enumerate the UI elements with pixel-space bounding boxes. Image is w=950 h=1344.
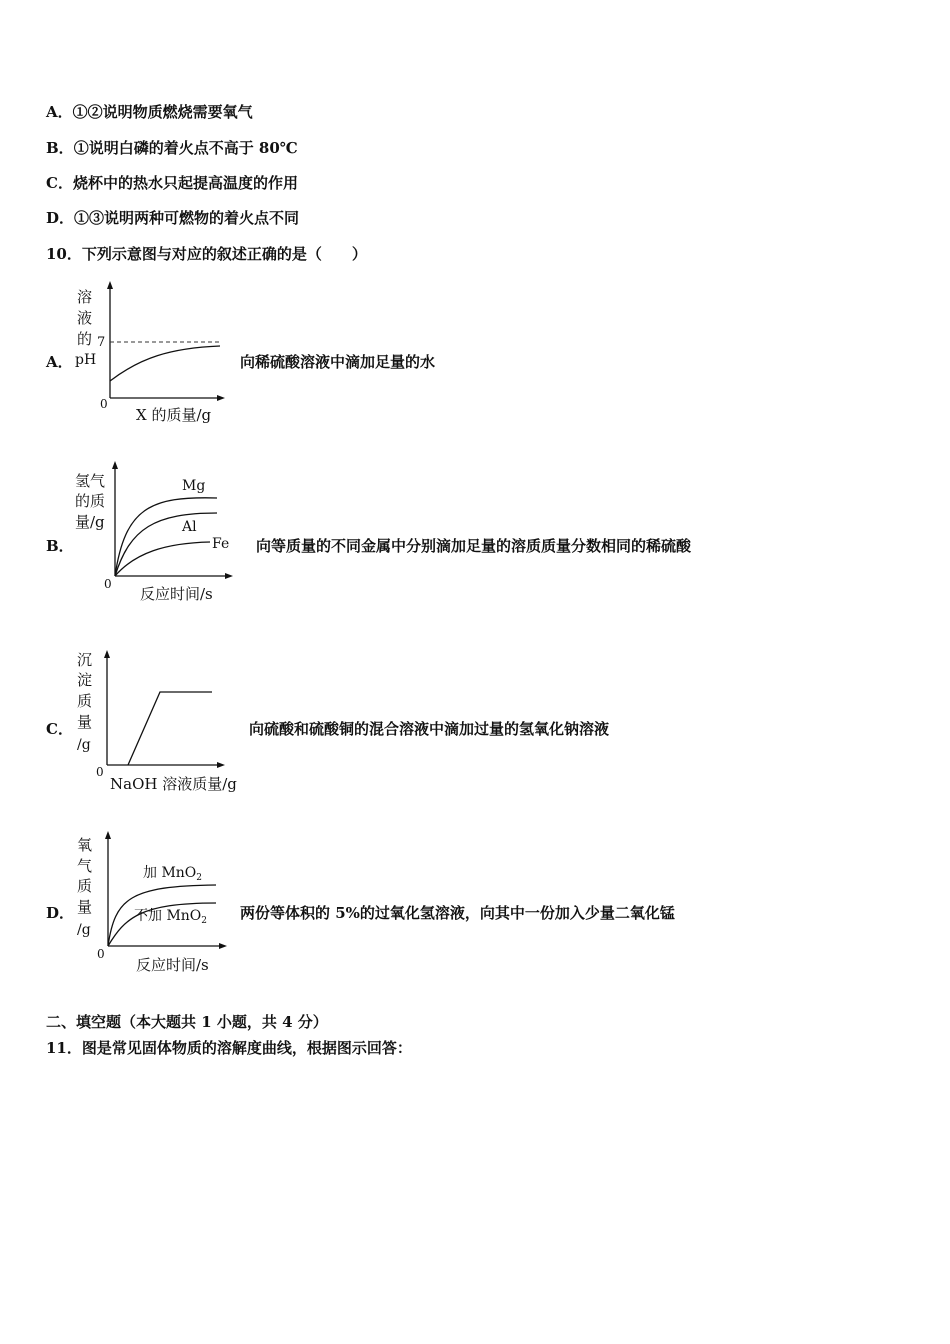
graph-b-curve-fe [115,542,210,576]
graph-c-y-arrow [104,650,110,658]
graph-c-ylabel-1: 沉 [77,651,93,669]
option-a-prev [46,103,253,121]
graph-d-ylabel-2: 气 [77,857,93,875]
option-text: ①②说明物质燃烧需要氧气 [72,103,253,121]
graph-b-y-arrow [112,461,118,469]
graph-b-label-fe: Fe [212,536,230,552]
graph-a [70,278,230,428]
option-letter: D． [46,209,75,227]
option-b-prev [46,139,298,157]
graph-c [70,645,250,795]
option-c-desc: 向硫酸和硫酸铜的混合溶液中滴加过量的氢氧化钠溶液 [249,720,610,738]
graph-a-curve [110,346,220,381]
option-d-desc: 两份等体积的 5%的过氧化氢溶液，向其中一份加入少量二氧化锰 [240,904,675,922]
graph-d-ylabel-4: 量 [77,898,93,916]
graph-d-ylabel-3: 质 [77,877,93,895]
option-c-prev [46,174,298,192]
graph-a-y-arrow [107,281,113,289]
graph-a-ylabel-3: 的 [77,330,93,348]
graph-b-label-al: Al [182,519,197,535]
graph-b-label-mg: Mg [182,478,206,494]
graph-c-ylabel-2: 淀 [77,671,93,689]
graph-c-ylabel-3: 质 [77,692,93,710]
graph-c-ylabel-5: /g [77,737,91,753]
option-c-letter: C． [46,720,73,738]
graph-d [70,828,250,978]
question-10-stem: 10．下列示意图与对应的叙述正确的是（ ） [46,245,367,263]
option-letter: B． [46,139,74,157]
graph-a-xlabel: X 的质量/g [136,406,212,424]
graph-a-ylabel-2: 液 [77,309,93,327]
option-letter: C． [46,174,73,192]
graph-b-ylabel-1: 氢气 [75,472,106,490]
graph-d-xlabel: 反应时间/s [136,956,209,974]
option-b-letter: B． [46,537,74,555]
graph-d-y-arrow [105,831,111,839]
graph-c-ylabel-4: 量 [77,713,93,731]
question-11-stem: 11．图是常见固体物质的溶解度曲线，根据图示回答： [46,1039,412,1057]
graph-b-origin: 0 [104,577,112,591]
graph-b-xlabel: 反应时间/s [140,585,213,603]
graph-c-origin: 0 [96,765,104,779]
option-d-letter: D． [46,904,75,922]
graph-d-x-arrow [219,943,227,949]
option-letter: A． [46,103,73,121]
graph-a-ylabel-4: pH [75,352,97,368]
graph-b-ylabel-2: 的质 [75,492,106,510]
graph-b-ylabel-3: 量/g [75,513,105,531]
option-text: ①③说明两种可燃物的着火点不同 [74,209,300,227]
graph-b-x-arrow [225,573,233,579]
option-text: 烧杯中的热水只起提高温度的作用 [72,174,298,192]
graph-a-origin: 0 [100,397,108,411]
option-d-prev [46,209,299,227]
graph-a-ylabel-1: 溶 [77,288,93,306]
graph-c-xlabel: NaOH 溶液质量/g [110,775,237,793]
graph-d-ylabel-1: 氧 [77,836,93,854]
graph-d-ylabel-5: /g [77,922,91,938]
option-b-desc: 向等质量的不同金属中分别滴加足量的溶质质量分数相同的稀硫酸 [256,537,692,555]
option-a-letter: A． [46,353,73,371]
graph-a-x-arrow [217,395,225,401]
graph-d-label-with-mno2: 加 MnO$_2$ [143,865,203,883]
option-text: ①说明白磷的着火点不高于 80℃ [73,139,298,157]
graph-b-curve-al [115,513,217,576]
graph-a-ph7-tick: 7 [97,335,106,350]
graph-c-x-arrow [217,762,225,768]
graph-c-curve [128,692,212,765]
graph-d-label-without-mno2: 不加 MnO$_2$ [134,908,208,926]
section-2-title: 二、填空题（本大题共 1 小题，共 4 分） [46,1013,328,1031]
graph-b [70,458,245,608]
graph-b-curve-mg [115,498,217,576]
graph-d-origin: 0 [97,947,105,961]
option-a-desc: 向稀硫酸溶液中滴加足量的水 [240,353,436,371]
